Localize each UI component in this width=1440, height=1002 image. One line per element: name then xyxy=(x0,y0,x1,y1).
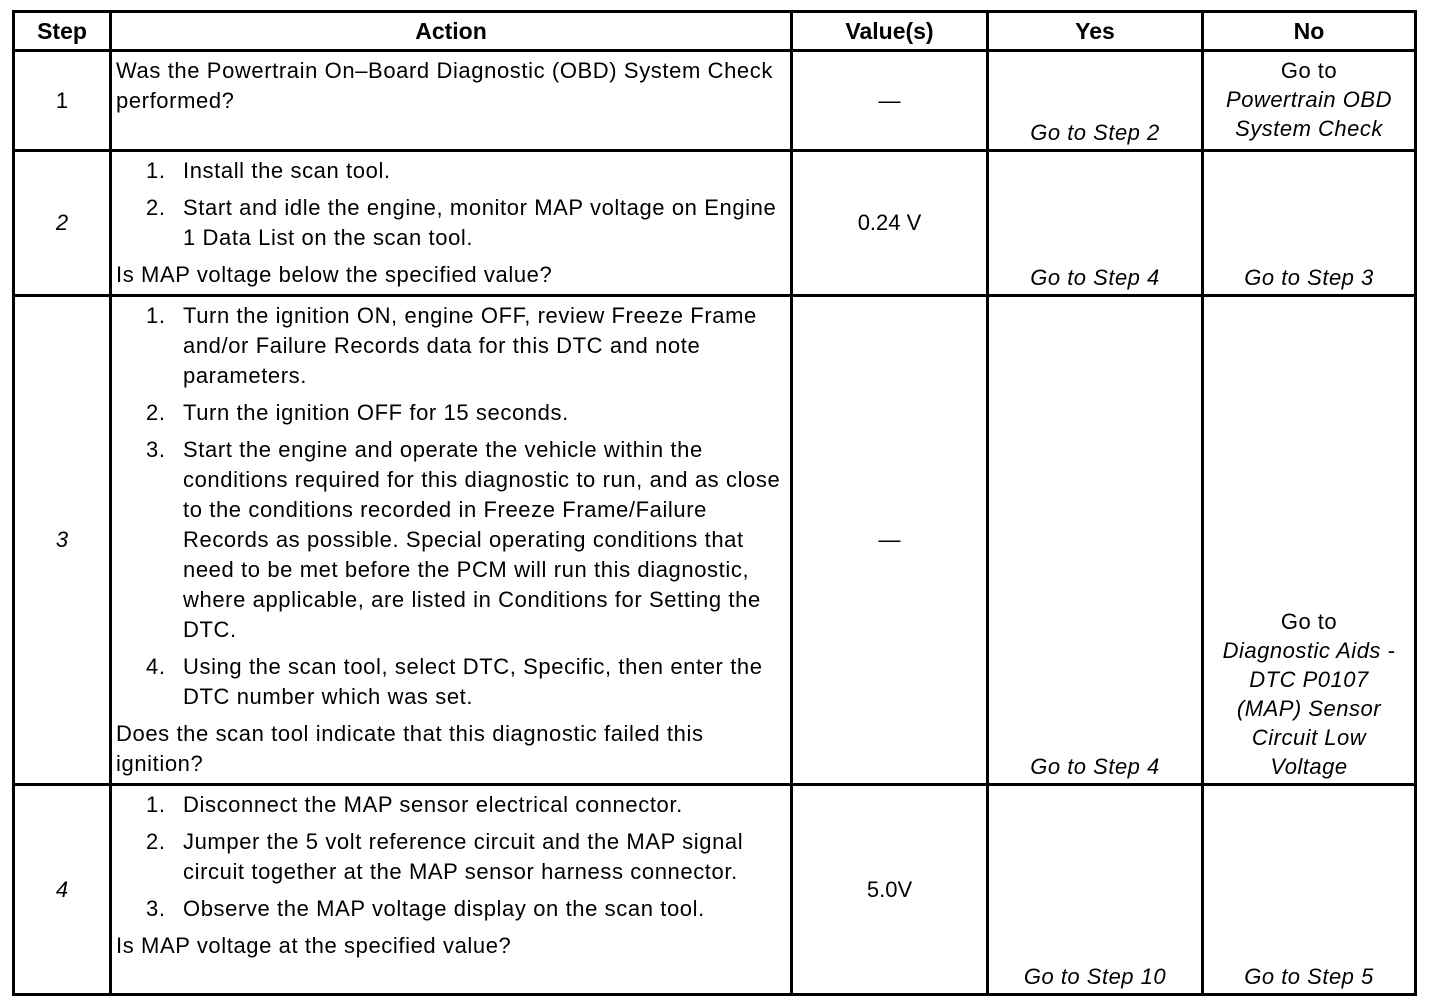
header-values: Value(s) xyxy=(792,12,988,51)
action-step: 1. Install the scan tool. xyxy=(146,158,391,183)
no-link[interactable]: Voltage xyxy=(1270,754,1348,779)
no-link[interactable]: Diagnostic Aids - xyxy=(1222,638,1396,663)
action-question: Is MAP voltage at the specified value? xyxy=(116,933,512,958)
action-step: 3. Start the engine and operate the vehicle within the conditions required for this diagnostic to run, and as close to the conditions recorded in Freeze Frame/Failure Records as possible. Special operating conditions that need to be met before the PCM will run this diagnostic, where applicable, are listed in Conditions for Setting the DTC. xyxy=(146,437,781,642)
no-link[interactable]: DTC P0107 xyxy=(1249,667,1369,692)
step-number: 1 xyxy=(14,51,111,151)
table-row xyxy=(14,785,1416,995)
header-row xyxy=(14,12,1416,51)
action-cell xyxy=(111,51,792,151)
no-prefix: Go to xyxy=(1280,609,1338,634)
action-step: 3. Observe the MAP voltage display on the scan tool. xyxy=(146,896,705,921)
step-number: 3 xyxy=(14,296,111,785)
action-step: 4. Using the scan tool, select DTC, Specific, then enter the DTC number which was set. xyxy=(146,654,763,709)
value-cell: — xyxy=(792,296,988,785)
action-step: 1. Disconnect the MAP sensor electrical connector. xyxy=(146,792,683,817)
action-question: Does the scan tool indicate that this diagnostic failed this ignition? xyxy=(116,721,704,776)
no-prefix: Go to xyxy=(1280,58,1338,83)
no-link[interactable]: (MAP) Sensor xyxy=(1236,696,1382,721)
action-question: Is MAP voltage below the specified value? xyxy=(116,262,553,287)
header-action: Action xyxy=(111,12,792,51)
value-cell: 0.24 V xyxy=(792,151,988,296)
step-number: 2 xyxy=(14,151,111,296)
no-link[interactable]: Circuit Low xyxy=(1251,725,1367,750)
table-row xyxy=(14,51,1416,151)
action-steps xyxy=(116,156,786,253)
action-step: 2. Jumper the 5 volt reference circuit and the MAP signal circuit together at the MAP sensor harness connector. xyxy=(146,829,744,884)
value-cell: — xyxy=(792,51,988,151)
no-link[interactable]: Go to Step 5 xyxy=(1203,785,1416,995)
no-link[interactable]: Go to Step 3 xyxy=(1203,151,1416,296)
table-row xyxy=(14,151,1416,296)
action-step: 1. Turn the ignition ON, engine OFF, review Freeze Frame and/or Failure Records data for this DTC and note parameters. xyxy=(146,303,757,388)
yes-link[interactable]: Go to Step 2 xyxy=(988,51,1203,151)
value-cell: 5.0V xyxy=(792,785,988,995)
header-no: No xyxy=(1203,12,1416,51)
action-question: Was the Powertrain On–Board Diagnostic (OBD) System Check performed? xyxy=(116,58,773,113)
action-cell xyxy=(111,785,792,995)
action-step: 2. Start and idle the engine, monitor MAP voltage on Engine 1 Data List on the scan tool. xyxy=(146,195,777,250)
no-cell[interactable] xyxy=(1203,296,1416,785)
action-steps xyxy=(116,301,786,712)
yes-link[interactable]: Go to Step 10 xyxy=(988,785,1203,995)
no-link[interactable]: Powertrain OBD xyxy=(1226,87,1392,112)
action-cell xyxy=(111,151,792,296)
step-number: 4 xyxy=(14,785,111,995)
no-link[interactable]: System Check xyxy=(1235,116,1383,141)
action-cell xyxy=(111,296,792,785)
no-cell[interactable] xyxy=(1203,51,1416,151)
header-yes: Yes xyxy=(988,12,1203,51)
table-row xyxy=(14,296,1416,785)
header-step: Step xyxy=(14,12,111,51)
yes-link[interactable]: Go to Step 4 xyxy=(988,296,1203,785)
action-steps xyxy=(116,790,786,924)
diagnostic-table xyxy=(12,10,1417,996)
yes-link[interactable]: Go to Step 4 xyxy=(988,151,1203,296)
action-step: 2. Turn the ignition OFF for 15 seconds. xyxy=(146,400,569,425)
